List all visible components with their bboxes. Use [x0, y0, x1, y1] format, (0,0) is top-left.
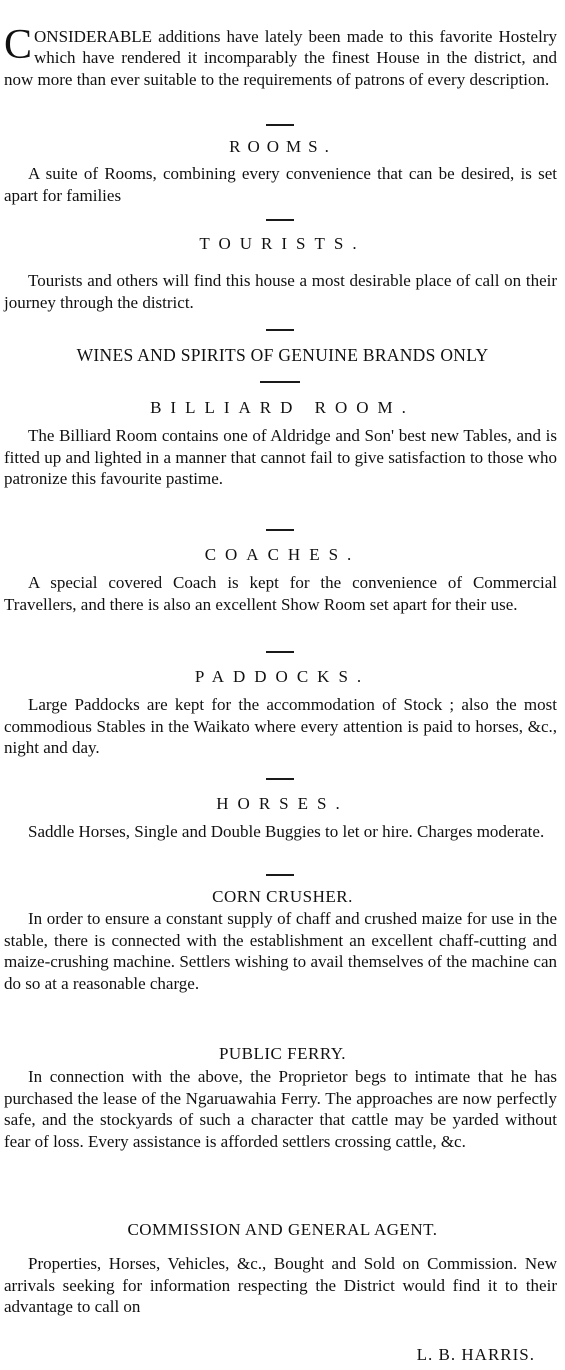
paragraph-commission: Properties, Horses, Vehicles, &c., Bought and Sold on Commission. New arrivals seeking for information respecting the District would find it to their advantage to call on [4, 1254, 557, 1317]
heading-commission: COMMISSION AND GENERAL AGENT. [127, 1220, 438, 1239]
paragraph-public-ferry: In connection with the above, the Proprietor begs to intimate that he has purchased the lease of the Ngaruawahia Ferry. The approaches are now perfectly safe, and the stockyards of such a character that cattle may be yarded without fear of loss. Every assistance is afforded settlers crossing cattle, &c. [4, 1067, 557, 1151]
heading-billiard: BILLIARD ROOM. [150, 398, 415, 417]
divider-rule [266, 124, 294, 126]
divider-rule [266, 778, 294, 780]
intro-text: ONSIDERABLE additions have lately been made to this favorite Hostelry which have rendered it incomparably the finest House in the district, and now more than ever suitable to the requirements of patrons of every description. [4, 26, 557, 89]
divider-rule [266, 651, 294, 653]
paragraph-horses: Saddle Horses, Single and Double Buggies to let or hire. Charges moderate. [28, 822, 545, 841]
divider-rule [266, 529, 294, 531]
heading-horses: HORSES. [216, 794, 349, 813]
heading-corn-crusher: CORN CRUSHER. [212, 887, 353, 906]
paragraph-billiard: The Billiard Room contains one of Aldridge and Son' best new Tables, and is fitted up and lighted in a manner that cannot fail to give satisfaction to those who patronize this favourite pastime. [4, 426, 557, 489]
heading-tourists: TOURISTS. [199, 234, 366, 253]
divider-rule [266, 329, 294, 331]
paragraph-corn-crusher: In order to ensure a constant supply of chaff and crushed maize for use in the stable, there is connected with the establishment an excellent chaff-cutting and maize-crushing machine. Settlers wishing to avail themselves of the machine can do so at a reasonable charge. [4, 909, 557, 993]
divider-rule [260, 381, 300, 383]
heading-coaches: COACHES. [204, 545, 361, 564]
signature: L. B. HARRIS. [416, 1345, 535, 1364]
divider-rule [266, 874, 294, 876]
paragraph-tourists: Tourists and others will find this house a most desirable place of call on their journey through the district. [4, 271, 557, 312]
paragraph-paddocks: Large Paddocks are kept for the accommodation of Stock ; also the most commodious Stables in the Waikato where every attention is paid to horses, &c., night and day. [4, 695, 557, 758]
heading-wines: WINES AND SPIRITS OF GENUINE BRANDS ONLY [76, 345, 489, 365]
divider-rule [266, 219, 294, 221]
drop-cap: C [4, 21, 33, 68]
intro-paragraph [4, 4, 557, 90]
heading-paddocks: PADDOCKS. [194, 667, 371, 686]
heading-public-ferry: PUBLIC FERRY. [218, 1044, 347, 1063]
paragraph-coaches: A special covered Coach is kept for the convenience of Commercial Travellers, and there is also an excellent Show Room set apart for their use. [4, 573, 557, 614]
paragraph-rooms: A suite of Rooms, combining every convenience that can be desired, is set apart for families [4, 164, 557, 205]
heading-rooms: ROOMS. [229, 137, 336, 156]
